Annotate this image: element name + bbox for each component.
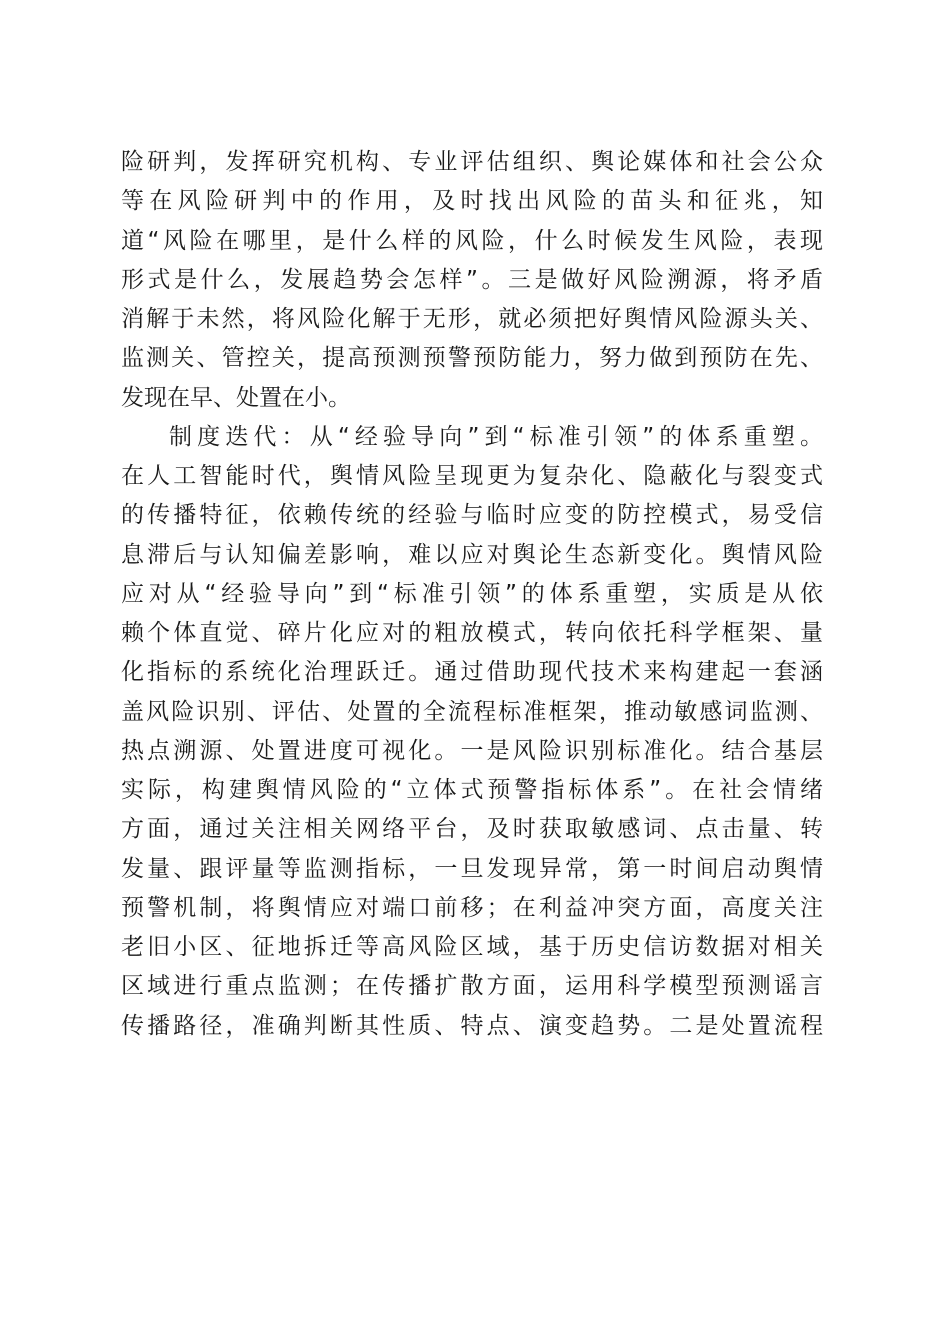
text-line: 的传播特征，依赖传统的经验与临时应变的防控模式，易受信 xyxy=(121,502,823,529)
text-line: 应对从“经验导向”到“标准引领”的体系重塑，实质是从依 xyxy=(121,580,823,607)
text-line: 方面，通过关注相关网络平台，及时获取敏感词、点击量、转 xyxy=(121,816,823,843)
text-line: 道“风险在哪里，是什么样的风险，什么时候发生风险，表现 xyxy=(121,227,823,254)
text-line: 等在风险研判中的作用，及时找出风险的苗头和征兆，知 xyxy=(121,188,823,215)
text-line: 传播路径，准确判断其性质、特点、演变趋势。二是处置流程 xyxy=(121,1012,823,1039)
text-line: 赖个体直觉、碎片化应对的粗放模式，转向依托科学框架、量 xyxy=(121,620,823,646)
text-line: 化指标的系统化治理跃迁。通过借助现代技术来构建起一套涵 xyxy=(121,659,823,686)
text-line: 消解于未然，将风险化解于无形，就必须把好舆情风险源头关、 xyxy=(121,306,823,332)
text-line: 预警机制，将舆情应对端口前移；在利益冲突方面，高度关注 xyxy=(121,894,823,921)
text-line: 在人工智能时代，舆情风险呈现更为复杂化、隐蔽化与裂变式 xyxy=(121,463,823,489)
paragraph-heading-line: 制度迭代：从“经验导向”到“标准引领”的体系重塑。 xyxy=(169,423,823,450)
text-line: 发量、跟评量等监测指标，一旦发现异常，第一时间启动舆情 xyxy=(121,855,823,882)
text-line: 监测关、管控关，提高预测预警预防能力，努力做到预防在先、 xyxy=(121,345,823,372)
text-line: 盖风险识别、评估、处置的全流程标准框架，推动敏感词监测、 xyxy=(121,698,823,725)
text-line: 区域进行重点监测；在传播扩散方面，运用科学模型预测谣言 xyxy=(121,973,823,1000)
text-line: 发现在早、处置在小。 xyxy=(121,384,351,411)
text-line: 热点溯源、处置进度可视化。一是风险识别标准化。结合基层 xyxy=(121,737,823,764)
document-body xyxy=(121,143,823,1046)
text-line: 形式是什么，发展趋势会怎样”。三是做好风险溯源，将矛盾 xyxy=(121,266,823,293)
text-line: 息滞后与认知偏差影响，难以应对舆论生态新变化。舆情风险 xyxy=(121,541,823,568)
text-line: 险研判，发挥研究机构、专业评估组织、舆论媒体和社会公众 xyxy=(121,149,823,175)
paragraph-institutional-iteration xyxy=(121,418,823,1046)
text-line: 老旧小区、征地拆迁等高风险区域，基于历史信访数据对相关 xyxy=(121,934,823,960)
paragraph-risk-assessment xyxy=(121,143,823,418)
text-line: 实际，构建舆情风险的“立体式预警指标体系”。在社会情绪 xyxy=(121,777,823,803)
